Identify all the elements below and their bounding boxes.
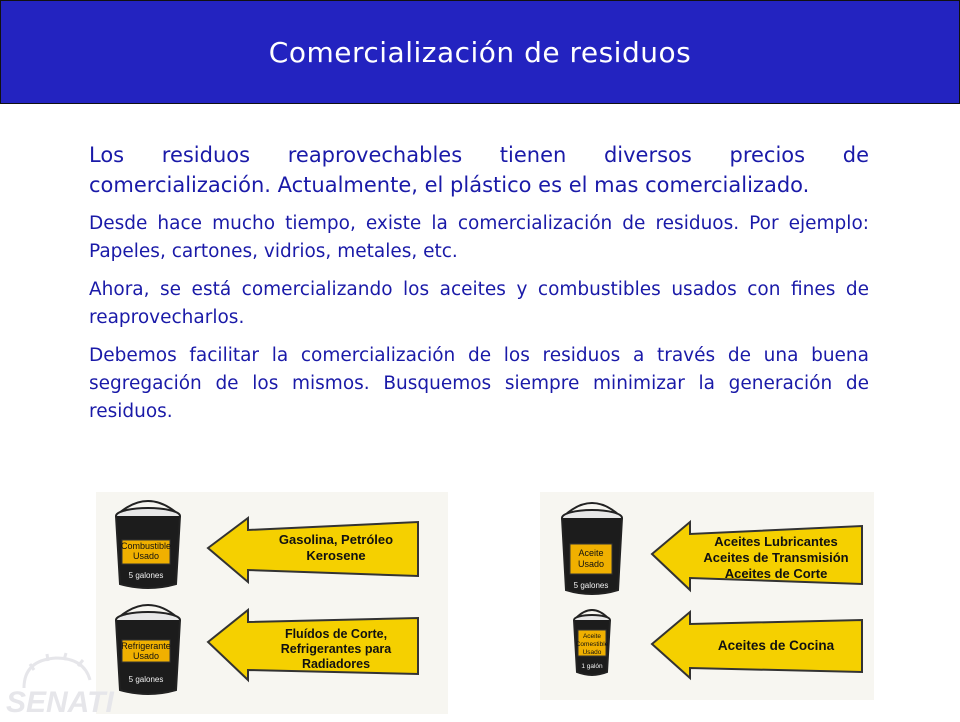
arrow-label-line2: Aceites de Transmisión xyxy=(703,550,849,565)
arrow-label-line3: Aceites de Corte xyxy=(724,566,828,581)
bucket-label-line2: Comestible xyxy=(575,641,609,648)
bucket-capacity: 1 galón xyxy=(581,663,603,670)
arrow-label-line2: Kerosene xyxy=(306,548,366,563)
bucket-label-line1: Aceite xyxy=(582,633,602,640)
body-text xyxy=(89,140,869,436)
arrow-label-line1: Aceites de Cocina xyxy=(717,638,835,653)
gear-icon xyxy=(4,648,134,718)
arrow-label-line2: Refrigerantes para xyxy=(280,642,392,656)
bucket-capacity: 5 galones xyxy=(128,675,164,684)
page-title: Comercialización de residuos xyxy=(268,35,692,69)
arrow-label-line1: Gasolina, Petróleo xyxy=(278,532,394,547)
title-bar xyxy=(0,0,960,104)
bucket-label-line1: Combustible xyxy=(120,541,172,551)
arrow-label-line3: Radiadores xyxy=(301,657,371,671)
bucket-label-line2: Usado xyxy=(132,651,160,661)
logo-text: SENATI xyxy=(6,686,114,718)
senati-logo xyxy=(4,648,134,718)
illustration-fuel-refrigerant xyxy=(96,492,448,714)
arrow-label-line1: Aceites Lubricantes xyxy=(714,534,838,549)
paragraph-4: Debemos facilitar la comercialización de los residuos a través de una buena segregación de los mismos. Busquemos siempre minimizar la generación de residuos. xyxy=(89,345,869,422)
paragraph-1: Los residuos reaprovechables tienen diversos precios de comercialización. Actualmente, el plástico es el mas comercializado. xyxy=(89,143,869,197)
bucket-label-line3: Usado xyxy=(582,649,602,656)
bucket-label-line2: Usado xyxy=(577,559,605,569)
illustration-svg-right xyxy=(540,492,874,700)
illustration-svg-left xyxy=(96,492,448,714)
bucket-label-line1: Refrigerante xyxy=(121,641,171,651)
paragraph-2: Desde hace mucho tiempo, existe la comercialización de residuos. Por ejemplo: Papeles, cartones, vidrios, metales, etc. xyxy=(89,213,869,262)
bucket-capacity: 5 galones xyxy=(573,581,609,590)
arrow-label-line1: Fluídos de Corte, xyxy=(284,627,388,641)
bucket-label-line1: Aceite xyxy=(578,548,604,558)
illustration-oils xyxy=(540,492,874,700)
bucket-capacity: 5 galones xyxy=(128,571,164,580)
bucket-label-line2: Usado xyxy=(132,551,160,561)
paragraph-3: Ahora, se está comercializando los aceites y combustibles usados con fines de reaprovecharlos. xyxy=(89,279,869,328)
